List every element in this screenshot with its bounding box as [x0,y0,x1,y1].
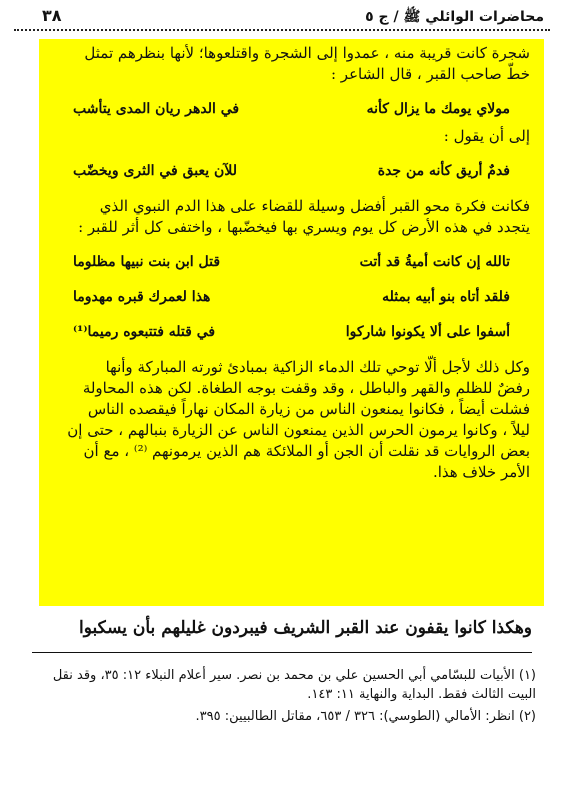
body-line: رفضٌ للظلم والقهر والباطل ، وقد وقفت بوجه الطغاة. لكن هذه المحاولة [82,379,530,397]
body-line: فشلت أيضاً ، فكانوا يمنعون الناس من زيارة المكان نهاراً فيقصده الناس [87,400,530,418]
verse-line [53,252,530,273]
verse-hemistich-left: في قتله فتتبعوه رميما⁽¹⁾ [73,324,216,340]
main-text [39,43,544,483]
body-line: ليلاً ، وكانوا يرمون الحرس الذين يمنعون الناس عن الزيارة بنبالهم ، حتى إن [67,421,530,439]
verse-line [53,287,530,308]
body-line: الأمر خلاف هذا. [432,463,530,481]
page-header [14,4,550,30]
verse-hemistich-right: فلقد أتاه بنو أبيه بمثله [382,289,510,305]
header-rule [14,29,550,31]
footnote: (٢) انظر: الأمالي (الطوسي): ٣٢٦ / ٦٥٣، مقاتل الطالبيين: ٣٩٥. [195,709,536,724]
verse-hemistich-left: هذا لعمرك قبره مهدوما [73,289,211,305]
body-line: وكل ذلك لأجل ألّا توحي تلك الدماء الزاكية بمبادئ ثورته المباركة وأنها [105,358,530,376]
verse-line [53,322,530,343]
body-line: فكانت فكرة محو القبر أفضل وسيلة للقضاء على هذا الدم النبوي الذي [99,197,530,215]
page-number: ٣٨ [42,6,62,25]
verse-line [53,99,530,120]
verse-hemistich-left: في الدهر ريان المدى يتأشب [73,101,240,117]
continuation-line: وهكذا كانوا يقفون عند القبر الشريف فيبردون غليلهم بأن يسكبوا [79,618,532,638]
body-line: شجرة كانت قريبة منه ، عمدوا إلى الشجرة واقتلعوها؛ لأنها بنظرهم تمثل [84,44,530,62]
body-line: إلى أن يقول : [443,127,530,145]
verse-hemistich-left: للآن يعبق في الثرى ويخضّب [73,163,237,179]
running-title: محاضرات الوائلي ﷺ / ج ٥ [365,9,544,25]
verse-hemistich-right: مولاي يومك ما يزال كأنه [366,101,510,117]
verse-line [53,161,530,182]
verse-hemistich-right: فدمٌ أريق كأنه من جدة [377,163,510,179]
body-line: يتجدد في هذه الأرض كل يوم ويسري بها فيخضّبها ، واختفى كل أثر للقبر : [78,218,530,236]
verse-hemistich-right: أسفوا على ألا يكونوا شاركوا [345,324,510,340]
body-line: بعض الروايات قد نقلت أن الجن أو الملائكة هم الذين يرمونهم ⁽²⁾ ، مع أن [83,442,530,460]
verse-hemistich-right: تالله إن كانت أميةُ قد أتت [359,254,510,270]
footnotes [28,666,536,729]
verse-hemistich-left: قتل ابن بنت نبيها مظلوما [73,254,221,270]
footnote: (١) الأبيات للبسّامي أبي الحسين علي بن محمد بن نصر. سير أعلام النبلاء ١٢: ٣٥، وقد نقل البيت الثالث فقط. البداية والنهاية ١١: ١٤٣. [52,668,536,702]
body-line: خطّ صاحب القبر ، قال الشاعر : [330,65,530,83]
footnote-divider [32,652,532,653]
